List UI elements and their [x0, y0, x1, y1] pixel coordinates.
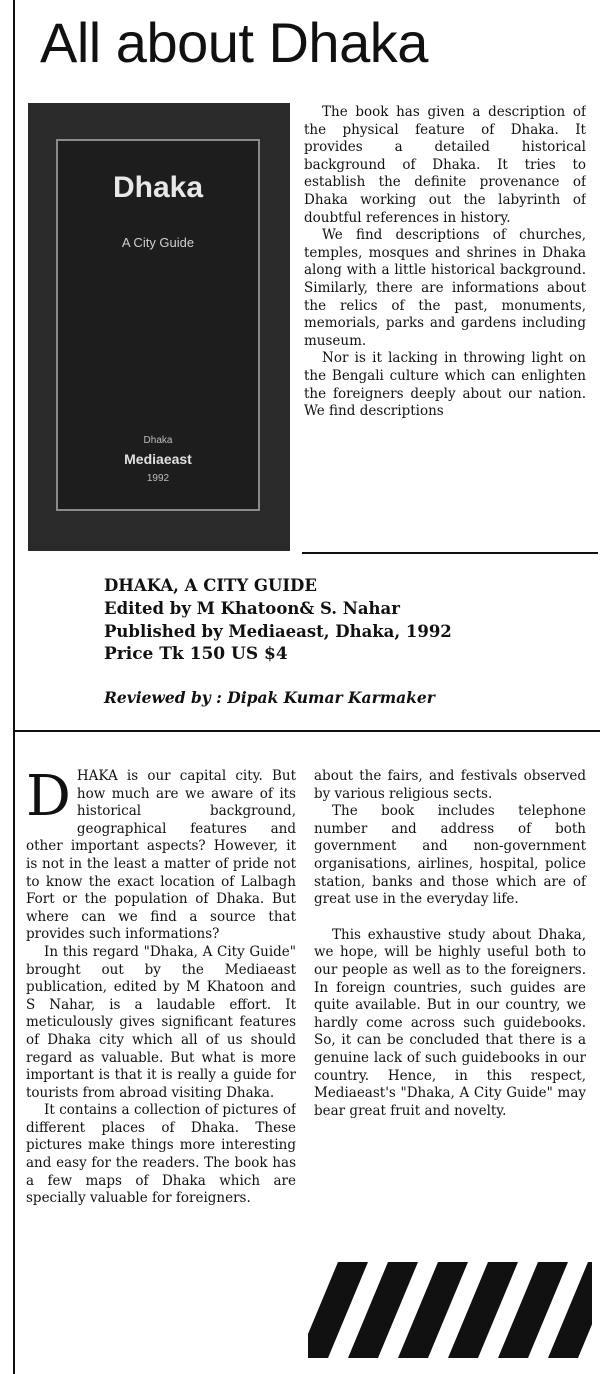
body-paragraph: The book includes telephone number and address of both government and non-government organisations, airlines, hospital, police station, banks and those which are of great use in the everyday life.	[314, 803, 586, 908]
book-editors: Edited by M Khatoon& S. Nahar	[104, 599, 400, 618]
book-title: DHAKA, A CITY GUIDE	[104, 576, 317, 595]
paragraph-gap	[314, 909, 586, 927]
closing-paragraph: This exhaustive study about Dhaka, we hope, will be highly useful both to our people as well as to the foreigners. In foreign countries, such guides are quite available. But in our country, we hardly come across such guidebooks. So, it can be concluded that there is a genuine lack of such guidebooks in our country. Hence, in this respect, Mediaeast's "Dhaka, A City Guide" may bear great fruit and novelty.	[314, 926, 586, 1119]
body-paragraph-text: HAKA is our capital city. But how much are we aware of its historical background, geographical features and other important aspects? However, it is not in the least a matter of pride not to know the exact location of Lalbagh Fort or the population of Dhaka. But where can we find a source that provides such informations?	[26, 768, 296, 943]
book-price: Price Tk 150 US $4	[104, 644, 288, 664]
cover-place: Dhaka	[143, 435, 173, 446]
divider-rule	[14, 730, 600, 732]
end-mark-stripes	[308, 1262, 592, 1358]
body-paragraph: In this regard "Dhaka, A City Guide" brought out by the Mediaeast publication, edited by M Khatoon and S Nahar, is a laudable effort. It meticulously gives significant features of Dhaka city which all of us should regard as valuable. But what is more important is that it is really a guide for tourists from abroad visiting Dhaka.	[26, 943, 296, 1101]
intro-paragraph: The book has given a description of the physical feature of Dhaka. It provides a detailed historical background of Dhaka. It tries to establish the definite provenance of Dhaka working out the labyrinth of doubtful references in history.	[304, 104, 586, 226]
book-publisher: Published by Mediaeast, Dhaka, 1992	[104, 622, 452, 641]
cover-title: Dhaka	[112, 171, 204, 204]
headline: All about Dhaka	[40, 11, 428, 74]
body-paragraph	[26, 768, 296, 944]
divider-rule	[302, 552, 598, 554]
body-paragraph: It contains a collection of pictures of different places of Dhaka. These pictures make things more interesting and easy for the readers. The book has a few maps of Dhaka which are specially valuable for foreigners.	[26, 1102, 296, 1207]
drop-cap: D	[26, 768, 71, 829]
cover-subtitle: A City Guide	[121, 235, 195, 250]
reviewer-byline: Reviewed by : Dipak Kumar Karmaker	[104, 688, 435, 707]
bibliography-block	[104, 574, 574, 666]
cover-year: 1992	[146, 473, 170, 484]
book-cover-image	[28, 103, 290, 551]
intro-paragraph: We find descriptions of churches, temples, mosques and shrines in Dhaka along with a little historical background. Similarly, there are informations about the relics of the past, monuments, memorials, parks and gardens including museum.	[304, 227, 586, 349]
column-divider-line	[13, 0, 15, 1374]
body-right-column	[314, 768, 586, 1120]
intro-column	[304, 104, 586, 540]
body-left-column	[26, 768, 296, 1368]
intro-paragraph: Nor is it lacking in throwing light on the Bengali culture which can enlighten the foreigners deeply about our nation. We find descriptions	[304, 350, 586, 420]
book-cover-frame	[56, 139, 260, 511]
cover-publisher: Mediaeast	[124, 451, 192, 467]
body-paragraph: about the fairs, and festivals observed by various religious sects.	[314, 768, 586, 802]
